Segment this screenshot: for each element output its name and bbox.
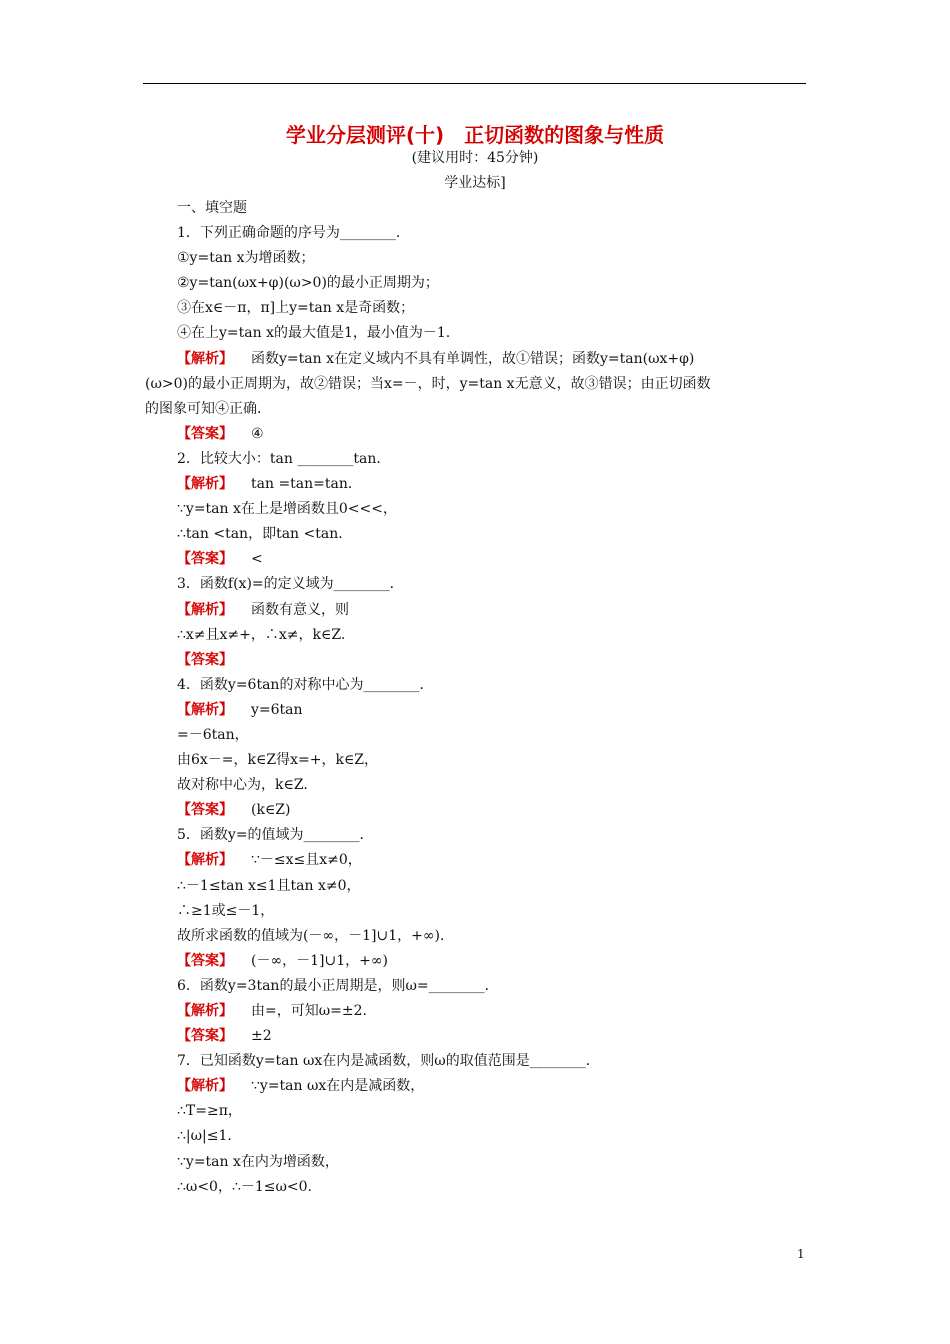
q1-analysis-cont: 的图象可知④正确．: [145, 400, 271, 417]
question-5: 5．函数y=的值域为________．: [177, 827, 374, 844]
analysis-tag: 【解析】: [177, 350, 233, 367]
answer-tag: 【答案】: [177, 952, 233, 969]
question-3: 3．函数f(x)=的定义域为________．: [177, 576, 404, 593]
q1-analysis: 【解析】 函数y=tan x在定义域内不具有单调性，故①错误；函数y=tan(ωx+φ): [177, 350, 695, 367]
page-number: 1: [797, 1247, 805, 1261]
q2-answer: 【答案】 <: [177, 551, 263, 568]
q5-analysis: 【解析】 ∵－≤x≤且x≠0，: [177, 852, 362, 869]
q6-analysis: 【解析】 由=，可知ω=±2.: [177, 1003, 367, 1019]
q7-analysis-line: ∴|ω|≤1.: [177, 1128, 232, 1145]
q1-option-3: ③在x∈－π，π]上y=tan x是奇函数；: [177, 300, 415, 317]
answer-tag: 【答案】: [177, 651, 233, 668]
q7-analysis-line: ∴T=≥π，: [177, 1103, 242, 1120]
analysis-tag: 【解析】: [177, 701, 233, 718]
question-7: 7．已知函数y=tan ωx在内是减函数，则ω的取值范围是________．: [177, 1053, 600, 1070]
analysis-tag: 【解析】: [177, 852, 233, 869]
question-6: 6．函数y=3tan的最小正周期是，则ω=________．: [177, 977, 499, 994]
analysis-tag: 【解析】: [177, 601, 233, 618]
time-suggestion: (建议用时：45分钟): [411, 150, 539, 166]
q4-analysis-line: =－6tan，: [177, 726, 249, 743]
analysis-tag: 【解析】: [177, 476, 233, 493]
q5-analysis-line: ∴≥1或≤－1，: [177, 902, 275, 919]
q5-analysis-line: ∴－1≤tan x≤1且tan x≠0，: [177, 877, 361, 894]
exercise-content: [145, 196, 807, 1200]
q7-analysis-line: ∴ω<0，∴－1≤ω<0.: [177, 1178, 313, 1195]
answer-tag: 【答案】: [177, 802, 233, 819]
q1-option-1: ①y=tan x为增函数；: [177, 250, 315, 267]
section-label: 学业达标]: [444, 175, 506, 191]
question-2: 2．比较大小：tan ________tan．: [177, 450, 391, 467]
q1-analysis-cont: (ω>0)的最小正周期为，故②错误；当x=－，时，y=tan x无意义，故③错误；由正切函数: [145, 375, 711, 392]
analysis-tag: 【解析】: [177, 1078, 233, 1095]
part-heading: 一、填空题: [177, 200, 247, 216]
page-title: 学业分层测评(十) 正切函数的图象与性质: [285, 123, 665, 147]
question-1: 1．下列正确命题的序号为________．: [177, 225, 410, 242]
q1-option-2: ②y=tan(ωx+φ)(ω>0)的最小正周期为；: [177, 275, 439, 292]
q4-analysis-line: 故对称中心为，k∈Z.: [177, 777, 308, 794]
q4-analysis-line: 由6x－=，k∈Z得x=+，k∈Z，: [177, 752, 379, 769]
q7-analysis: 【解析】 ∵y=tan ωx在内是减函数，: [177, 1078, 425, 1095]
answer-tag: 【答案】: [177, 1028, 233, 1045]
q3-analysis-line: ∴x≠且x≠+，∴x≠，k∈Z.: [177, 626, 346, 643]
q6-answer: 【答案】 ±2: [177, 1028, 272, 1045]
q2-analysis-line: ∴tan <tan，即tan <tan．: [177, 526, 353, 543]
header-rule: [143, 83, 806, 84]
answer-tag: 【答案】: [177, 551, 233, 568]
q3-analysis: 【解析】 函数有意义，则: [177, 601, 349, 618]
answer-tag: 【答案】: [177, 425, 233, 442]
q4-analysis: 【解析】 y=6tan: [177, 701, 303, 718]
q5-answer: 【答案】 (－∞，－1]∪1，+∞): [177, 952, 388, 969]
analysis-tag: 【解析】: [177, 1003, 233, 1019]
q3-answer: [145, 648, 807, 673]
q4-answer: 【答案】 (k∈Z): [177, 802, 291, 819]
q1-option-4: ④在上y=tan x的最大值是1，最小值为－1.: [177, 325, 451, 342]
q2-analysis-line: ∵y=tan x在上是增函数且0<<<，: [177, 501, 397, 518]
q2-analysis: 【解析】 tan =tan=tan．: [177, 476, 362, 493]
q5-analysis-line: 故所求函数的值域为(－∞，－1]∪1，+∞)．: [177, 927, 454, 944]
question-4: 4．函数y=6tan的对称中心为________．: [177, 676, 434, 693]
q1-answer: 【答案】 ④: [177, 425, 264, 442]
q7-analysis-line: ∵y=tan x在内为增函数，: [177, 1153, 339, 1170]
